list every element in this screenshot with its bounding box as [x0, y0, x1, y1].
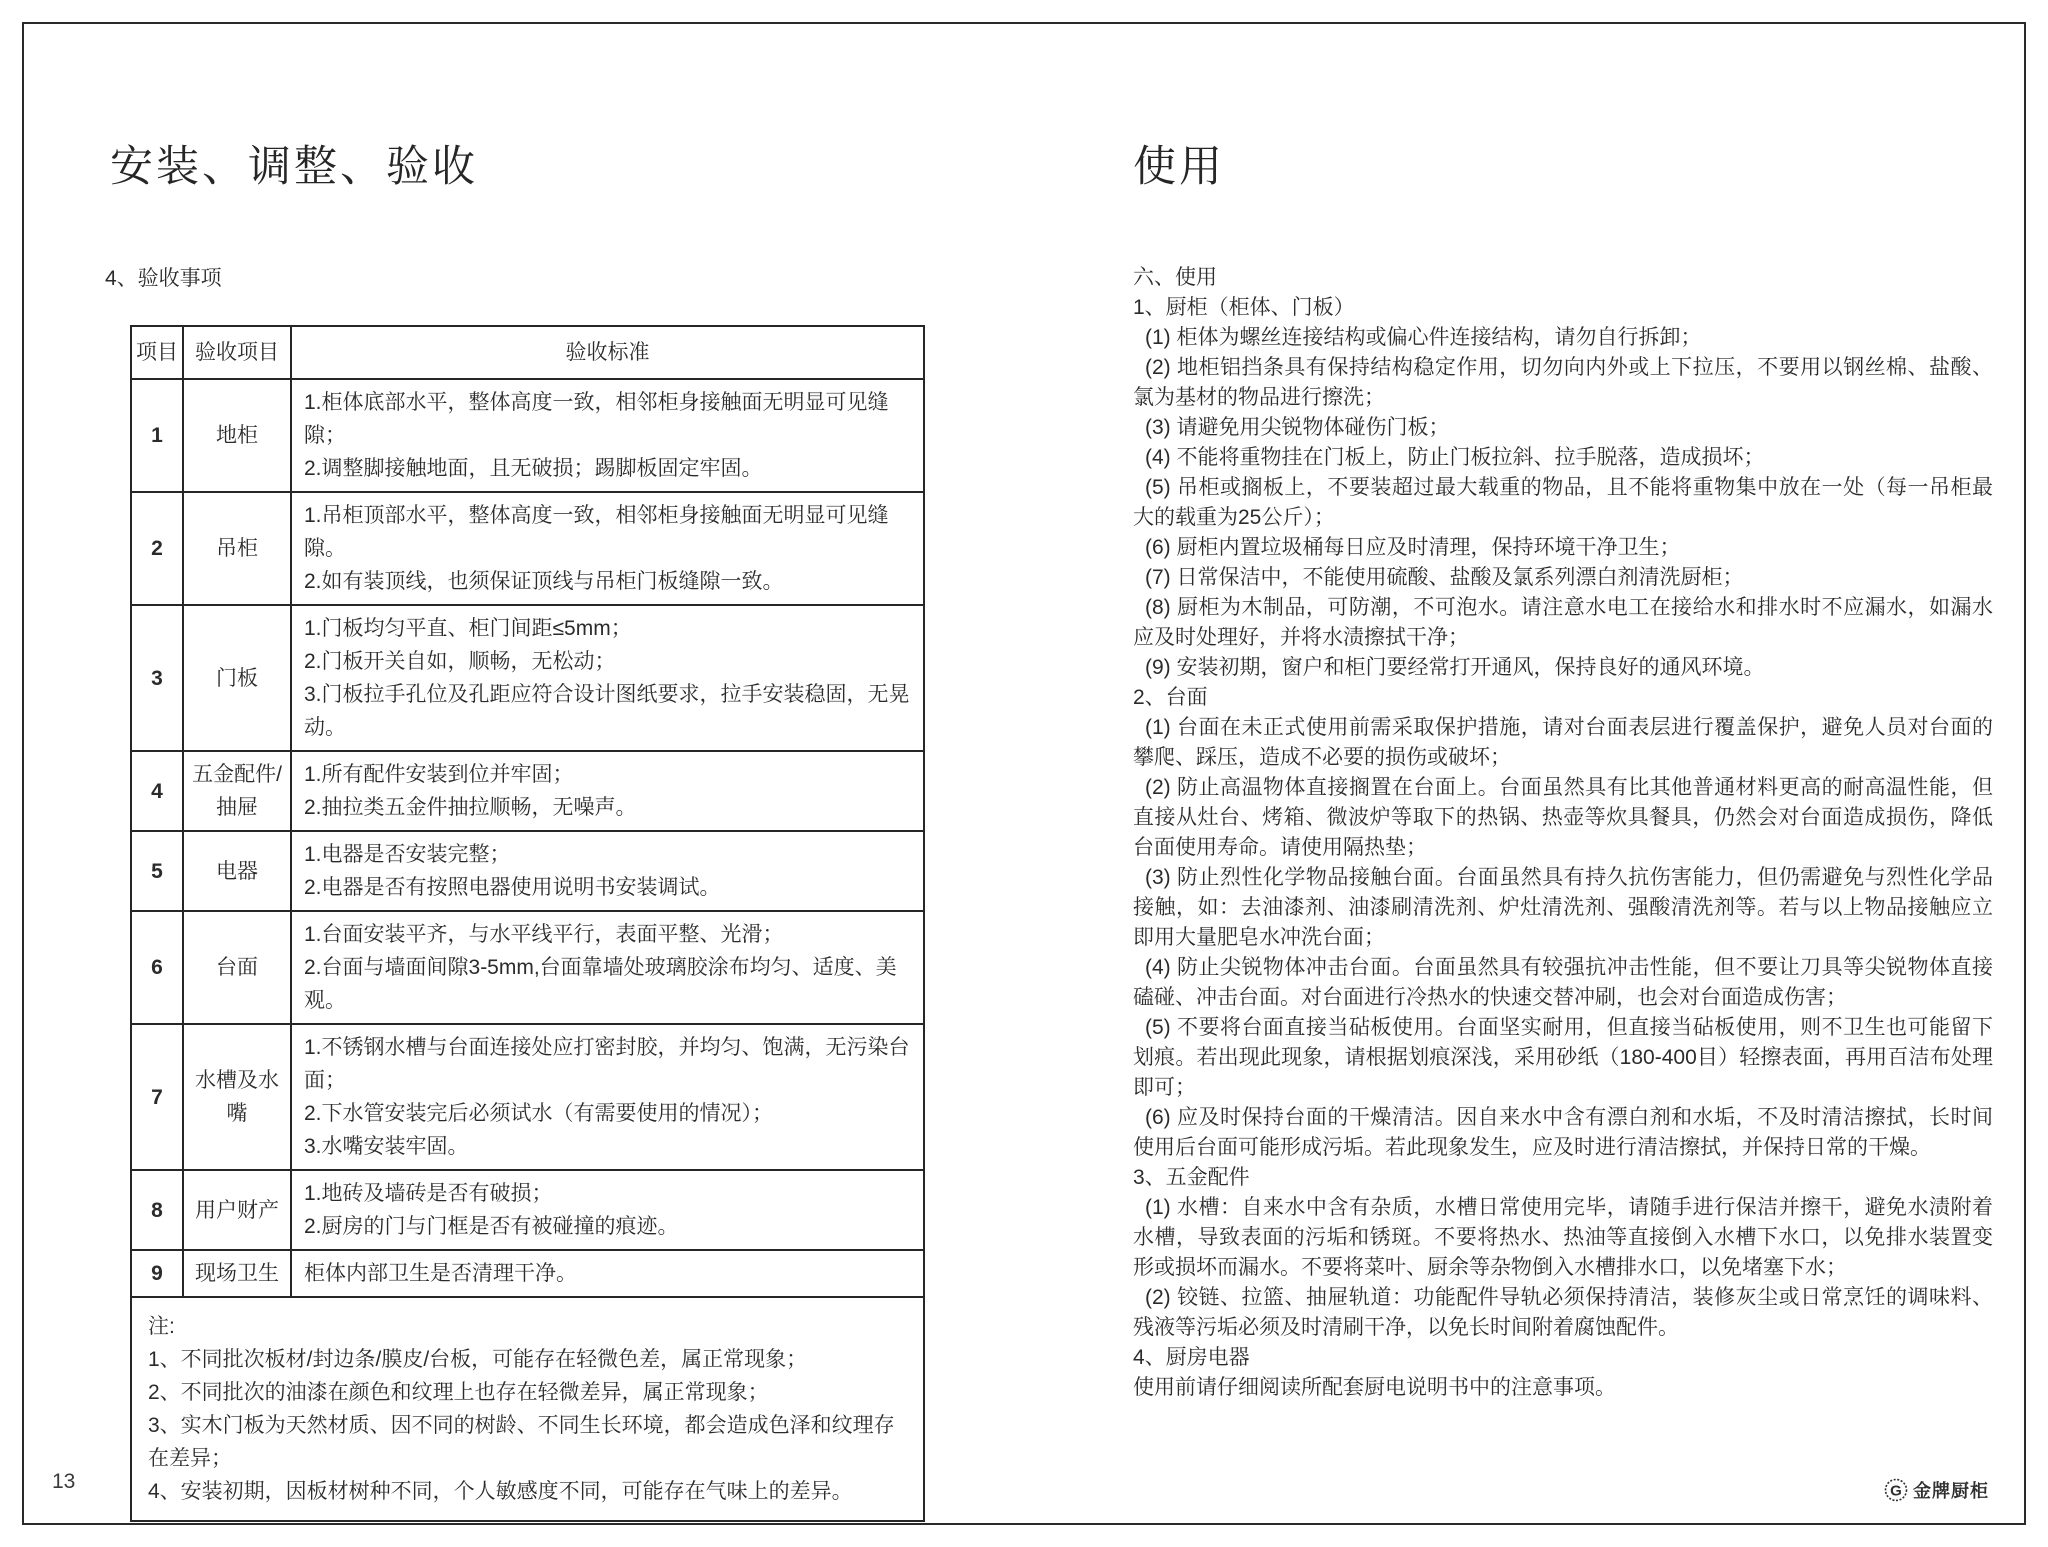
block-heading: 3、五金配件	[1133, 1166, 1250, 1189]
standard-line: 2.如有装顶线，也须保证顶线与吊柜门板缝隙一致。	[304, 570, 784, 593]
usage-paragraph: (6) 厨柜内置垃圾桶每日应及时清理，保持环境干净卫生；	[1145, 536, 1681, 559]
table-row	[131, 911, 924, 1024]
row-standards	[291, 379, 924, 492]
standard-line: 2.调整脚接触地面，且无破损；踢脚板固定牢固。	[304, 457, 763, 480]
row-no: 2	[131, 492, 183, 605]
standard-line: 2.厨房的门与门框是否有被碰撞的痕迹。	[304, 1215, 679, 1238]
row-item: 台面	[183, 911, 291, 1024]
row-standards	[291, 911, 924, 1024]
standard-line: 1.所有配件安装到位并牢固；	[304, 763, 574, 786]
standard-line: 3.水嘴安装牢固。	[304, 1135, 469, 1158]
left-page-title: 安装、调整、验收	[110, 142, 478, 191]
row-no: 5	[131, 831, 183, 911]
usage-paragraph: (8) 厨柜为木制品，可防潮，不可泡水。请注意水电工在接给水和排水时不应漏水，如漏水应及时处理好，并将水渍擦拭干净；	[1133, 596, 1993, 649]
usage-column	[1133, 263, 1993, 1403]
table-row	[131, 831, 924, 911]
usage-paragraph: (6) 应及时保持台面的干燥清洁。因自来水中含有漂白剂和水垢，不及时清洁擦拭，长时间使用后台面可能形成污垢。若此现象发生，应及时进行清洁擦拭，并保持日常的干燥。	[1133, 1106, 1993, 1159]
usage-paragraph: (9) 安装初期，窗户和柜门要经常打开通风，保持良好的通风环境。	[1145, 656, 1765, 679]
standard-line: 2.电器是否有按照电器使用说明书安装调试。	[304, 876, 721, 899]
standard-line: 1.不锈钢水槽与台面连接处应打密封胶，并均匀、饱满，无污染台面；	[304, 1036, 910, 1092]
table-notes-row	[131, 1297, 924, 1521]
row-standards	[291, 605, 924, 751]
usage-paragraph: (3) 防止烈性化学物品接触台面。台面虽然具有持久抗伤害能力，但仍需避免与烈性化学品接触，如：去油漆剂、油漆刷清洗剂、炉灶清洗剂、强酸清洗剂等。若与以上物品接触应立即用大量肥皂水冲洗台面；	[1133, 866, 1993, 949]
note-line: 4、安装初期，因板材树种不同，个人敏感度不同，可能存在气味上的差异。	[148, 1480, 853, 1503]
row-item: 地柜	[183, 379, 291, 492]
standard-line: 1.吊柜顶部水平，整体高度一致，相邻柜身接触面无明显可见缝隙。	[304, 504, 889, 560]
row-item: 电器	[183, 831, 291, 911]
row-item: 五金配件/抽屉	[183, 751, 291, 831]
block-heading: 1、厨柜（柜体、门板）	[1133, 296, 1355, 319]
note-line: 3、实木门板为天然材质、因不同的树龄、不同生长环境，都会造成色泽和纹理存在差异；	[148, 1414, 895, 1470]
brand-g-icon	[1884, 1478, 1908, 1502]
brand-name: 金牌厨柜	[1913, 1481, 1989, 1501]
row-no: 7	[131, 1024, 183, 1170]
row-item: 门板	[183, 605, 291, 751]
standard-line: 2.台面与墙面间隙3-5mm,台面靠墙处玻璃胶涂布均匀、适度、美观。	[304, 956, 897, 1012]
standard-line: 2.抽拉类五金件抽拉顺畅，无噪声。	[304, 796, 637, 819]
col-header-standard: 验收标准	[291, 326, 924, 379]
standard-line: 3.门板拉手孔位及孔距应符合设计图纸要求，拉手安装稳固，无晃动。	[304, 683, 910, 739]
row-standards	[291, 831, 924, 911]
row-no: 9	[131, 1250, 183, 1297]
row-no: 3	[131, 605, 183, 751]
row-standards	[291, 1024, 924, 1170]
standard-line: 柜体内部卫生是否清理干净。	[304, 1262, 577, 1285]
notes-title: 注:	[148, 1315, 175, 1338]
table-notes-cell	[131, 1297, 924, 1521]
right-page-title: 使用	[1133, 142, 1225, 191]
col-header-item: 验收项目	[183, 326, 291, 379]
row-item: 吊柜	[183, 492, 291, 605]
row-item: 现场卫生	[183, 1250, 291, 1297]
table-row	[131, 1024, 924, 1170]
row-standards	[291, 1170, 924, 1250]
usage-paragraph: (3) 请避免用尖锐物体碰伤门板；	[1145, 416, 1450, 439]
usage-paragraph: (5) 不要将台面直接当砧板使用。台面坚实耐用，但直接当砧板使用，则不卫生也可能留下划痕。若出现此现象，请根据划痕深浅，采用砂纸（180-400目）轻擦表面，再用百洁布处理即可；	[1133, 1016, 1993, 1099]
block-heading: 2、台面	[1133, 686, 1208, 709]
standard-line: 1.电器是否安装完整；	[304, 843, 511, 866]
standard-line: 2.门板开关自如，顺畅，无松动；	[304, 650, 616, 673]
usage-paragraph: (4) 不能将重物挂在门板上，防止门板拉斜、拉手脱落，造成损坏；	[1145, 446, 1765, 469]
usage-paragraph: (7) 日常保洁中，不能使用硫酸、盐酸及氯系列漂白剂清洗厨柜；	[1145, 566, 1744, 589]
acceptance-section-label: 4、验收事项	[105, 267, 222, 290]
usage-paragraph: (2) 地柜铝挡条具有保持结构稳定作用，切勿向内外或上下拉压，不要用以钢丝棉、盐酸、氯为基材的物品进行擦洗；	[1133, 356, 1993, 409]
usage-paragraph: (1) 柜体为螺丝连接结构或偏心件连接结构，请勿自行拆卸；	[1145, 326, 1702, 349]
standard-line: 1.地砖及墙砖是否有破损；	[304, 1182, 553, 1205]
table-row	[131, 605, 924, 751]
row-standards	[291, 751, 924, 831]
page-number: 13	[52, 1470, 76, 1493]
row-item: 用户财产	[183, 1170, 291, 1250]
standard-line: 2.下水管安装完后必须试水（有需要使用的情况）；	[304, 1102, 774, 1125]
table-row	[131, 1250, 924, 1297]
row-no: 4	[131, 751, 183, 831]
usage-section-heading: 六、使用	[1133, 266, 1217, 289]
row-standards	[291, 492, 924, 605]
usage-paragraph: (1) 台面在未正式使用前需采取保护措施，请对台面表层进行覆盖保护，避免人员对台面的攀爬、踩压，造成不必要的损伤或破坏；	[1133, 716, 1993, 769]
brand-g-letter: G	[1890, 1482, 1902, 1500]
table-row	[131, 751, 924, 831]
usage-paragraph: (2) 铰链、拉篮、抽屉轨道：功能配件导轨必须保持清洁，装修灰尘或日常烹饪的调味料、残液等污垢必须及时清刷干净，以免长时间附着腐蚀配件。	[1133, 1286, 1993, 1339]
row-no: 8	[131, 1170, 183, 1250]
standard-line: 1.柜体底部水平，整体高度一致，相邻柜身接触面无明显可见缝隙；	[304, 391, 889, 447]
usage-paragraph: (2) 防止高温物体直接搁置在台面上。台面虽然具有比其他普通材料更高的耐高温性能，但直接从灶台、烤箱、微波炉等取下的热锅、热壶等炊具餐具，仍然会对台面造成损伤，降低台面使用寿命。请使用隔热垫；	[1133, 776, 1993, 859]
standard-line: 1.门板均匀平直、柜门间距≤5mm；	[304, 617, 632, 640]
usage-paragraph: (4) 防止尖锐物体冲击台面。台面虽然具有较强抗冲击性能，但不要让刀具等尖锐物体直接磕碰、冲击台面。对台面进行冷热水的快速交替冲刷，也会对台面造成伤害；	[1133, 956, 1993, 1009]
usage-paragraph: (1) 水槽：自来水中含有杂质，水槽日常使用完毕，请随手进行保洁并擦干，避免水渍附着水槽，导致表面的污垢和锈斑。不要将热水、热油等直接倒入水槽下水口，以免排水装置变形或损坏而漏水。不要将菜叶、厨余等杂物倒入水槽排水口，以免堵塞下水；	[1133, 1196, 1993, 1279]
row-no: 6	[131, 911, 183, 1024]
table-row	[131, 1170, 924, 1250]
acceptance-table	[130, 325, 925, 1522]
note-line: 1、不同批次板材/封边条/膜皮/台板，可能存在轻微色差，属正常现象；	[148, 1348, 808, 1371]
row-item: 水槽及水嘴	[183, 1024, 291, 1170]
usage-paragraph: 使用前请仔细阅读所配套厨电说明书中的注意事项。	[1133, 1376, 1616, 1399]
block-heading: 4、厨房电器	[1133, 1346, 1250, 1369]
brand-logo	[1884, 1477, 1989, 1503]
row-no: 1	[131, 379, 183, 492]
row-standards	[291, 1250, 924, 1297]
standard-line: 1.台面安装平齐，与水平线平行，表面平整、光滑；	[304, 923, 784, 946]
table-row	[131, 379, 924, 492]
usage-paragraph: (5) 吊柜或搁板上，不要装超过最大载重的物品，且不能将重物集中放在一处（每一吊柜最大的载重为25公斤）；	[1133, 476, 1993, 529]
table-row	[131, 492, 924, 605]
note-line: 2、不同批次的油漆在颜色和纹理上也存在轻微差异，属正常现象；	[148, 1381, 769, 1404]
table-header-row	[131, 326, 924, 379]
col-header-no: 项目	[131, 326, 183, 379]
